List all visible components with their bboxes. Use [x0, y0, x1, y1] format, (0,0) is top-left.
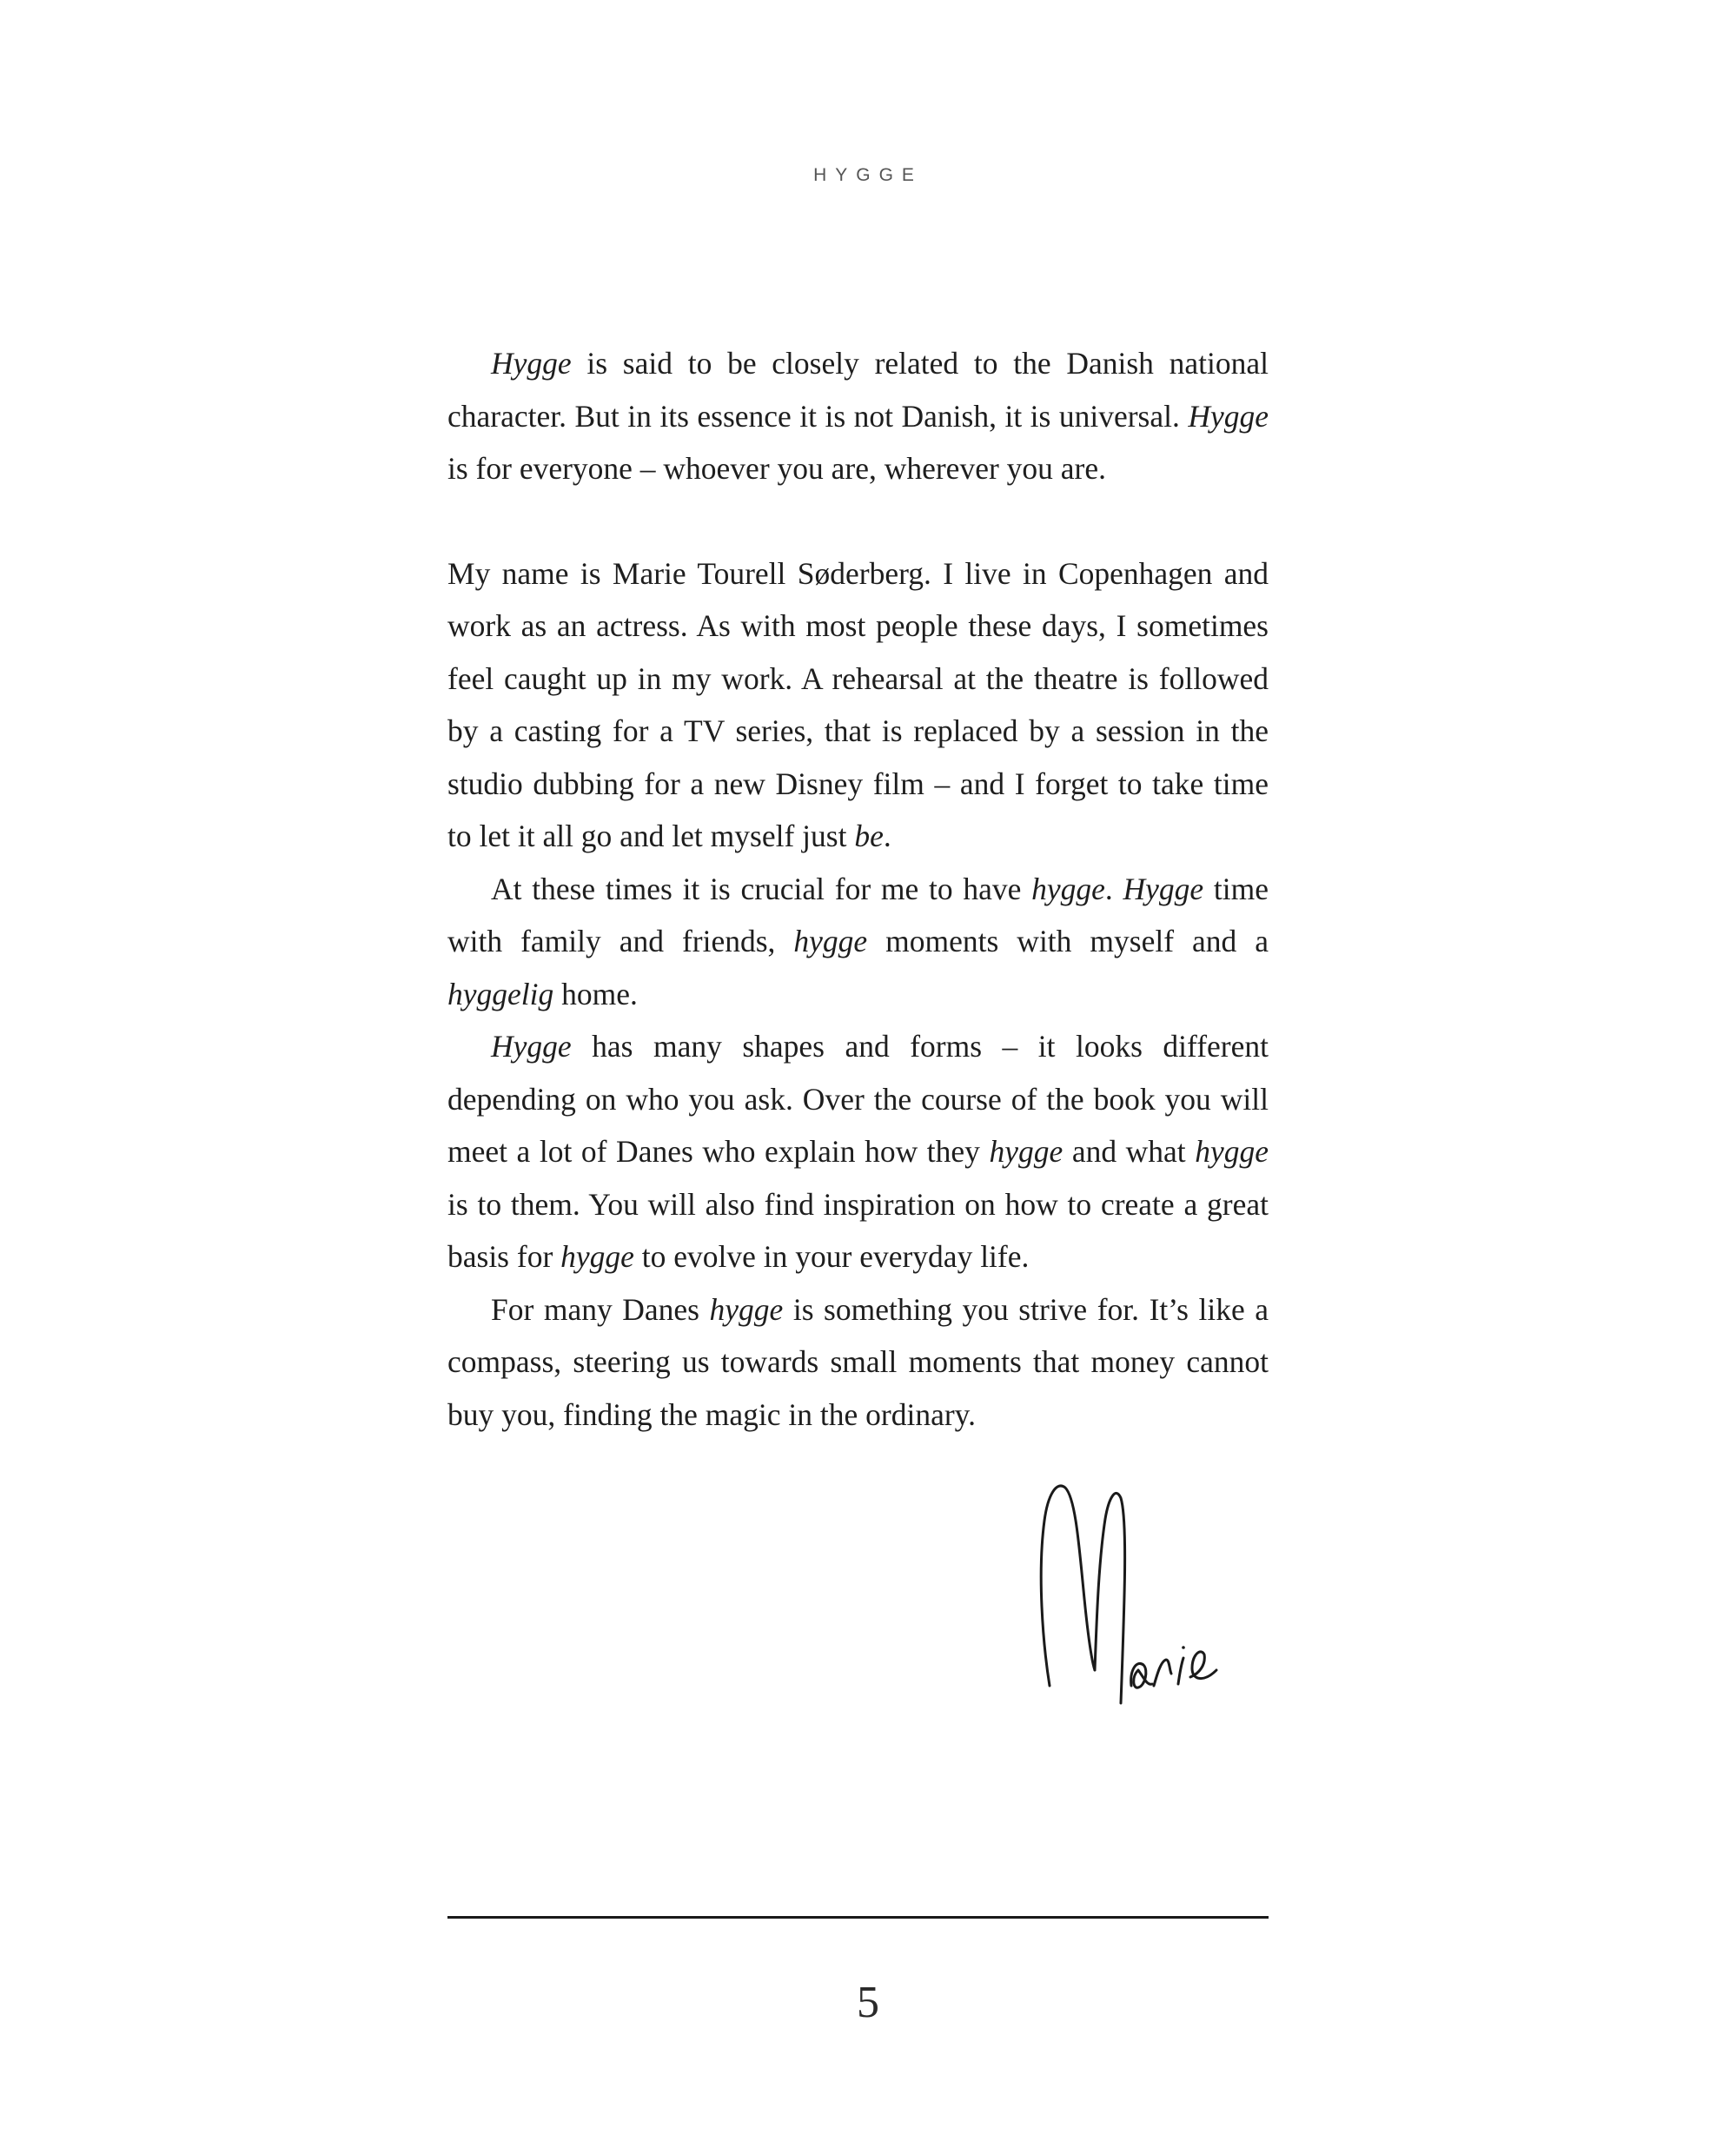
paragraph-crucial: [447, 863, 1269, 1021]
text-segment: hygge: [709, 1291, 784, 1327]
text-segment: hygge: [793, 924, 868, 958]
paragraph-shapes: [447, 1020, 1269, 1283]
text-segment: hygge: [560, 1239, 634, 1274]
text-segment: be: [854, 819, 884, 853]
text-segment: Hygge: [1123, 871, 1204, 906]
text-segment: and what: [1063, 1134, 1196, 1169]
page-number: 5: [857, 1978, 879, 2027]
signature-image: [1034, 1469, 1260, 1712]
paragraph-intro: [447, 337, 1269, 495]
paragraph-author-intro: [447, 547, 1269, 863]
text-segment: to evolve in your everyday life.: [633, 1239, 1030, 1274]
text-segment: is for everyone – whoever you are, wherever you are.: [447, 451, 1106, 486]
text-segment: time with family and friends,: [447, 871, 1269, 958]
text-segment: hygge: [1195, 1134, 1269, 1169]
text-segment: My name is Marie Tourell Søderberg. I live in Copenhagen and work as an actress. As with most people these days, I sometimes feel caught up in my work. A rehearsal at the theatre is followed by a casting for a TV series, that is replaced by a session in the studio dubbing for a new Disney film – and I forget to take time to let it all go and let myself just: [447, 555, 1269, 853]
text-segment: moments with myself and a: [867, 924, 1269, 958]
text-segment: has many shapes and forms – it looks different depending on who you ask. Over the course of the book you will meet a lot of Danes who explain how they: [447, 1029, 1269, 1169]
text-segment: is to them. You will also find inspiration on how to create a great basis for: [447, 1186, 1269, 1274]
paragraph-compass: [447, 1283, 1269, 1442]
text-segment: .: [883, 819, 891, 853]
text-segment: For many Danes: [491, 1291, 710, 1327]
text-segment: Hygge: [491, 1029, 572, 1064]
text-segment: is something you strive for. It’s like a compass, steering us towards small moments that money cannot buy you, finding the magic in the ordinary.: [447, 1291, 1269, 1432]
running-head: HYGGE: [813, 165, 923, 185]
text-segment: home.: [553, 976, 638, 1011]
text-segment: hygge: [989, 1134, 1063, 1169]
text-segment: is said to be closely related to the Danish national character. But in its essence it is not Danish, it is universal.: [447, 346, 1269, 434]
text-segment: At these times it is crucial for me to have: [491, 871, 1032, 906]
text-segment: hyggelig: [447, 976, 554, 1011]
text-segment: Hygge: [491, 346, 572, 381]
main-text: [447, 337, 1269, 1441]
footer-rule: [447, 1916, 1269, 1919]
text-segment: Hygge: [1188, 398, 1269, 434]
text-segment: .: [1104, 871, 1123, 906]
text-segment: hygge: [1031, 871, 1105, 906]
